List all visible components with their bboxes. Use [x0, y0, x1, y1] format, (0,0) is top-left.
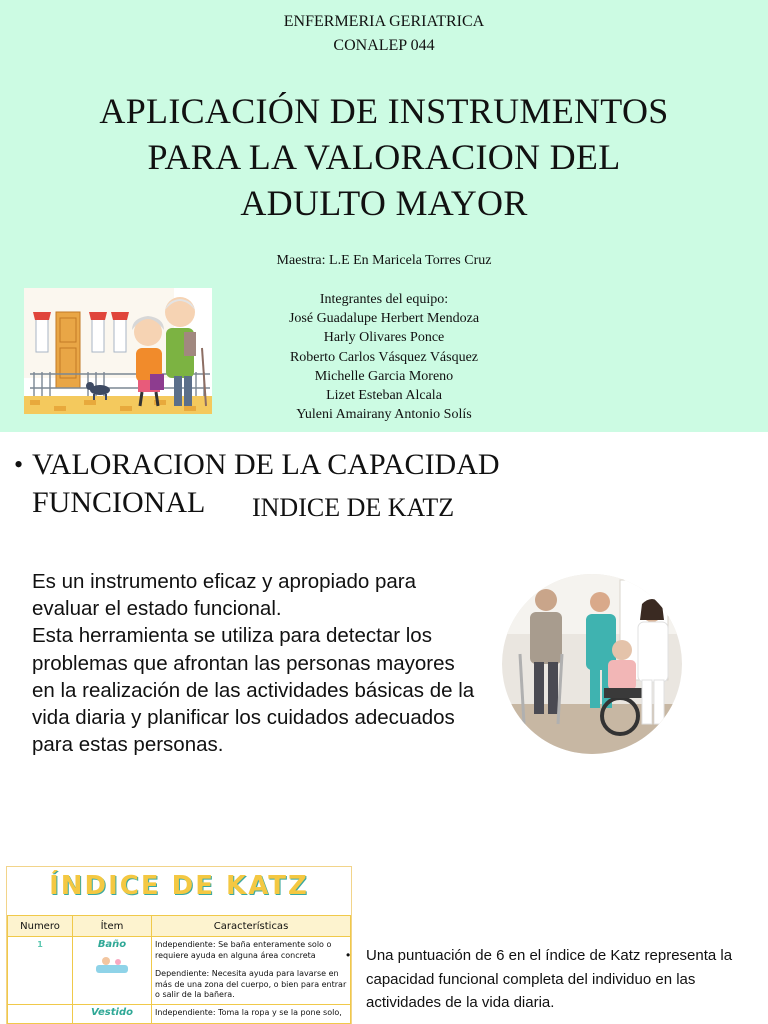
independent-text: Independiente: Toma la ropa y se la pone solo,: [155, 1007, 342, 1017]
row-characteristics: [152, 1004, 351, 1024]
note-text: Una puntuación de 6 en el índice de Katz representa la capacidad funcional completa del individuo en las actividades de la vida diaria.: [366, 947, 733, 1011]
row-number: [8, 1004, 73, 1024]
katz-description: Es un instrumento eficaz y apropiado para evaluar el estado funcional. Esta herramienta se utiliza para detectar los problemas que afrontan las personas mayores en la realización de las actividades básicas de la vida diaria y planificar los cuidados adecuados para estas personas.: [32, 570, 475, 757]
table-row: [8, 937, 351, 1005]
katz-subheading: INDICE DE KATZ: [252, 493, 455, 522]
katz-score-note: [346, 944, 746, 1015]
item-label: Vestido: [91, 1006, 133, 1018]
nursing-care-photo: [502, 574, 682, 754]
katz-index-image: [6, 866, 352, 1024]
team-member: Harly Olivares Ponce: [323, 330, 445, 346]
team-member: Michelle Garcia Moreno: [314, 368, 454, 384]
katz-logo: ÍNDICE DE KATZ: [49, 871, 309, 901]
row-item: [73, 937, 152, 1005]
team-header: Integrantes del equipo:: [319, 292, 449, 307]
dependent-text: Dependiente: Necesita ayuda para lavarse en más de una zona del cuerpo, o bien para entrar o salir de la bañera.: [155, 969, 347, 999]
katz-table-slide: [0, 846, 768, 1024]
title-slide: [0, 0, 768, 432]
column-header: Características: [152, 916, 351, 937]
katz-intro-slide: [0, 432, 768, 846]
bath-icon: [92, 953, 132, 977]
team-member: Yuleni Amairany Antonio Solís: [296, 407, 472, 423]
row-number: 1: [8, 937, 73, 1005]
bullet-icon: •: [14, 450, 24, 479]
school-line-2: CONALEP 044: [333, 37, 435, 54]
table-header-row: [8, 916, 351, 937]
team-member: Roberto Carlos Vásquez Vásquez: [289, 349, 479, 365]
team-member: José Guadalupe Herbert Mendoza: [288, 311, 480, 327]
teacher-name: Maestra: L.E En Maricela Torres Cruz: [276, 253, 492, 268]
independent-text: Independiente: Se baña enteramente solo o requiere ayuda en alguna área concreta: [155, 940, 332, 960]
column-header: Ítem: [73, 916, 152, 937]
katz-table: [7, 915, 351, 1024]
team-list: [184, 290, 584, 424]
school-line-1: ENFERMERIA GERIATRICA: [283, 13, 485, 30]
presentation-title: APLICACIÓN DE INSTRUMENTOS PARA LA VALORACION DEL ADULTO MAYOR: [99, 91, 669, 223]
row-characteristics: [152, 937, 351, 1005]
team-member: Lizet Esteban Alcala: [326, 388, 442, 404]
table-row: [8, 1004, 351, 1024]
heading-text: VALORACION DE LA CAPACIDAD FUNCIONAL: [32, 448, 500, 519]
bullet-icon: •: [346, 948, 351, 962]
item-label: Baño: [97, 939, 127, 950]
row-item: [73, 1004, 152, 1024]
column-header: Numero: [8, 916, 73, 937]
